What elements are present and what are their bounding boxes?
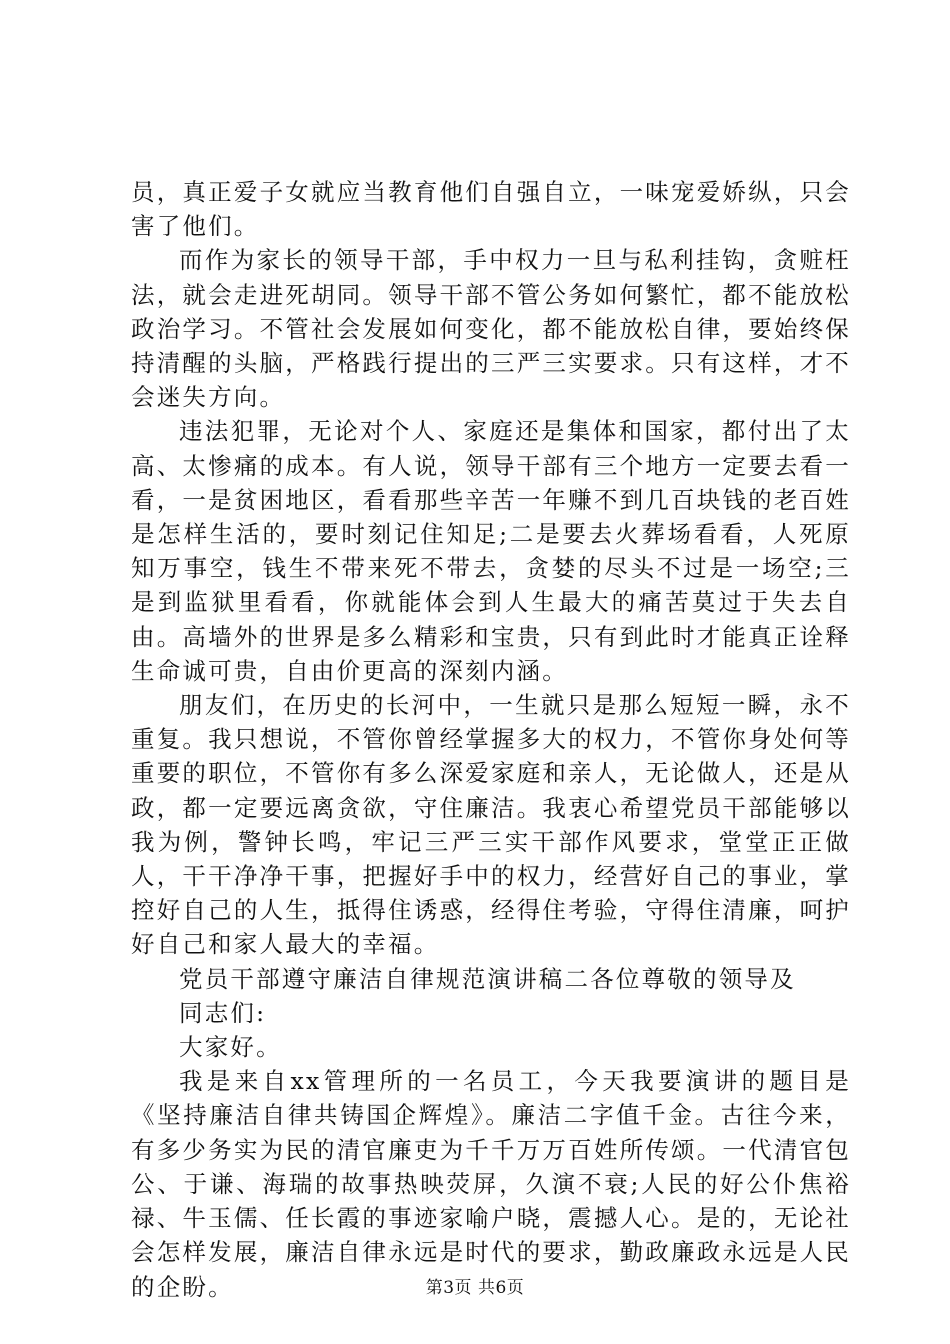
speech-title-line: 党员干部遵守廉洁自律规范演讲稿二各位尊敬的领导及	[179, 964, 796, 993]
paragraph-1: 员，真正爱子女就应当教育他们自强自立，一味宠爱娇纵，只会害了他们。	[131, 178, 851, 241]
salutation-line: 同志们:	[179, 998, 267, 1027]
paragraph-5: 我是来自xx管理所的一名员工，今天我要演讲的题目是《坚持廉洁自律共铸国企辉煌》。廉洁二字值千金。古往今来，有多少务实为民的清官廉吏为千千万万百姓所传颂。一代清官包公、于谦、海瑞的故事热映荧屏，久演不衰;人民的好公仆焦裕禄、牛玉儒、任长霞的事迹家喻户晓，震撼人心。是的，无论社会怎样发展，廉洁自律永远是时代的要求，勤政廉政永远是人民的企盼。	[131, 1067, 851, 1301]
greeting-line: 大家好。	[179, 1033, 282, 1062]
document-body	[131, 175, 851, 1304]
paragraph-2: 而作为家长的领导干部，手中权力一旦与私利挂钩，贪赃枉法，就会走进死胡同。领导干部不管公务如何繁忙，都不能放松政治学习。不管社会发展如何变化，都不能放松自律，要始终保持清醒的头脑，严格践行提出的三严三实要求。只有这样，才不会迷失方向。	[131, 246, 851, 412]
page-number-label: 第3页 共6页	[425, 1278, 525, 1298]
page-footer	[0, 1273, 950, 1298]
paragraph-4: 朋友们，在历史的长河中，一生就只是那么短短一瞬，永不重复。我只想说，不管你曾经掌握多大的权力，不管你身处何等重要的职位，不管你有多么深爱家庭和亲人，无论做人，还是从政，都一定要远离贪欲，守住廉洁。我衷心希望党员干部能够以我为例，警钟长鸣，牢记三严三实干部作风要求，堂堂正正做人，干干净净干事，把握好手中的权力，经营好自己的事业，掌控好自己的人生，抵得住诱惑，经得住考验，守得住清廉，呵护好自己和家人最大的幸福。	[131, 691, 851, 959]
paragraph-3: 违法犯罪，无论对个人、家庭还是集体和国家，都付出了太高、太惨痛的成本。有人说，领导干部有三个地方一定要去看一看，一是贫困地区，看看那些辛苦一年赚不到几百块钱的老百姓是怎样生活的，要时刻记住知足;二是要去火葬场看看，人死原知万事空，钱生不带来死不带去，贪婪的尽头不过是一场空;三是到监狱里看看，你就能体会到人生最大的痛苦莫过于失去自由。高墙外的世界是多么精彩和宝贵，只有到此时才能真正诠释生命诚可贵，自由价更高的深刻内涵。	[131, 417, 851, 685]
